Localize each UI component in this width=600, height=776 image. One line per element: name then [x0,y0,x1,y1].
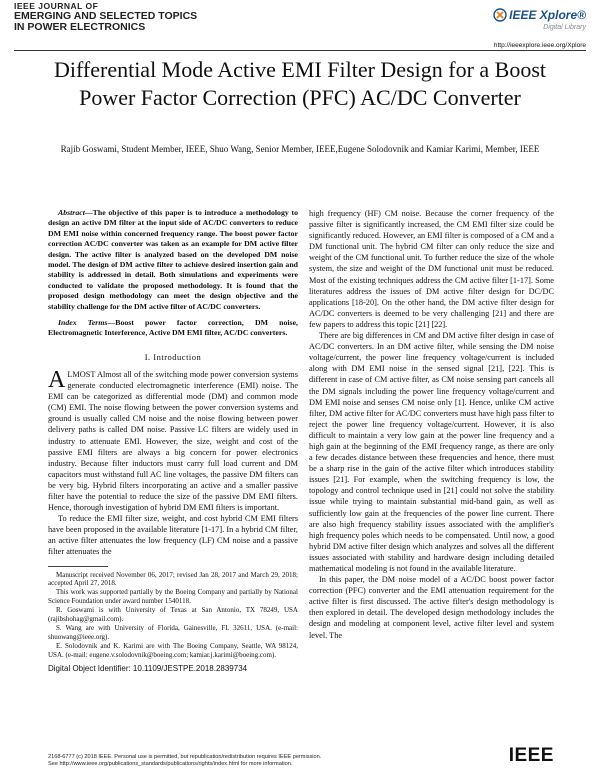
ieee-logo-text: IEEE [508,745,554,766]
ieee-logo [509,745,554,767]
right-column [309,208,554,641]
journal-name [14,2,197,33]
footnote-support: This work was supported partially by the Boeing Company and partially by National Science Foundation under award number 1540118. [48,588,298,606]
copyright-footer [48,754,468,768]
intro-paragraph-2: To reduce the EMI filter size, weight, and cost hybrid CM EMI filters have been proposed in the available literature [1-17]. In a hybrid CM filter, an active filter attenuates the low frequency (LF) CM noise and a passive filter attenuates the [48,514,298,557]
intro-paragraph-1 [48,366,298,513]
author-list [40,143,560,156]
doi[interactable]: Digital Object Identifier: 10.1109/JESTPE.2018.2839734 [48,663,248,673]
right-paragraph-2: There are big differences in CM and DM active filter design in case of AC/DC converters. In an DM active filter, while sensing the DM noise voltage/current, the power line frequency voltage/current is included along with DM EMI noise in the sensed signal [21], [22]. This is different in case of CM active filter, as CM noise sensing part cancels all the DM signals including the power line frequency voltage/current and DM EMI noise and senses CM noise only [1]. Hence, unlike CM active filter, DM active filter for AC/DC converters must have high pass filter to reject the power line frequency voltage/current. However, it is also difficult to maintain a very low gain at the power line frequency and a high gain at the beginning of the EMI frequency range, as there are only a few decades distance between these frequencies and hence, there must be a sharp rise in the gain of the active filter which introduces stability issues [21]. For example, when the switching frequency is low, the topology and control technique used in [21] could not solve the stability issue while trying to maintain substantial mid-band gain, as well as sufficiently low gain at the frequencies of the power line current. There are also high frequency stability issues associated with the amplifier's high frequency poles which needs to be compensated. Until now, a good hybrid DM active filter design which analyzes and solves all the different issues associated with stability and hardware design including detailed mathematical modeling is not found in the available literature. [309,331,554,573]
abstract-text: —The objective of this paper is to introduce a methodology to design an active DM filter at the input side of AC/DC converters to reduce DM EMI noise within concerned frequency range. The boost power factor correction AC/DC converter was taken as an example for DM active filter design. The active filter is analyzed based on the developed DM noise model. The design of DM active filter to achieve desired insertion gain and stability is addressed in detail. Both simulations and experiments were conducted to validate the proposed methodology. It is found that the proposed design methodology can meet the design objective and the stability challenge for the DM active filter of AC/DC converters. [48,208,298,311]
header-rule [14,50,586,51]
authors-text: Rajib Goswami, Student Member, IEEE, Shuo Wang, Senior Member, IEEE,Eugene Solodovnik and Kamiar Karimi, Member, IEEE [60,144,540,154]
footnote-received: Manuscript received November 06, 2017; revised Jan 28, 2017 and March 29, 2018; accepted April 27, 2018. [48,570,298,588]
xplore-sub: Digital Library [543,24,586,31]
index-terms-lead: Index Terms [58,318,108,328]
footnote-goswami: R. Goswami is with University of Texas at San Antonio, TX 78249, USA (rajibshohag@gmail.com). [48,606,298,624]
journal-line-3: IN POWER ELECTRONICS [14,20,146,33]
journal-line-2: EMERGING AND SELECTED TOPICS [14,9,198,22]
xplore-url[interactable]: http://ieeexplore.ieee.org/Xplore [493,42,586,49]
footnote-solodovnik: E. Solodovnik and K. Karimi are with The Boeing Company, Seattle, WA 98124, USA. (e-mail: eugene.v.solodovnik@boeing.com; kamiar.j.karimi@boeing.com). [48,641,298,659]
drop-cap: A [48,366,66,393]
section-heading-introduction: I. Introduction [144,351,202,362]
paper-title: Differential Mode Active EMI Filter Design for a Boost Power Factor Correction (PFC) AC/DC Converter [53,57,547,110]
ieee-xplore-logo[interactable] [493,6,586,31]
left-column [48,208,298,674]
journal-line-1: IEEE JOURNAL OF [14,1,99,11]
index-terms [48,318,298,339]
footnote-wang: S. Wang are with University of Florida, Gainesville, FL 32611, USA. (e-mail: shuowang@ieee.org). [48,624,298,641]
footer-line-2[interactable]: See http://www.ieee.org/publications_standards/publications/rights/index.html for more information. [48,761,293,767]
right-paragraph-3: In this paper, the DM noise model of a AC/DC boost power factor correction (PFC) converter and the EMI attenuation requirement for the active filter is first discussed. The active filter's design methodology is then explored in detail. The developed design methodology includes the design and modeling at component level, active filter level and system level. The [309,575,554,640]
abstract-lead: Abstract [58,208,85,217]
footnote-rule [48,566,108,567]
abstract [48,208,298,312]
index-terms-text: —Boost power factor correction, DM noise, Electromagnetic Interference, Active DM EMI filter, AC/DC converters. [48,318,299,338]
footer-line-1: 2168-6777 (c) 2018 IEEE. Personal use is permitted, but republication/redistribution requires IEEE permission. [48,754,322,760]
xplore-mark-icon [493,8,507,22]
right-paragraph-1: high frequency (HF) CM noise. Because the corner frequency of the passive filter is significantly increased, the CM EMI filter size could be significantly reduced. However, an EMI filter is composed of a CM and a DM functional unit. The hybrid CM filter can only reduce the size and weight of the CM functional unit. To further reduce the size of the whole system, the size and weight of the DM functional unit must be reduced. Most of the existing techniques address the CM active filter [1-17]. Some literatures address the issues of DM active filter design for DC/DC applications [18-20]. On the other hand, the DM active filter design for AC/DC converters is deemed to be very challenging [21] and there are few papers to address this topic [21] [22]. [309,209,554,329]
xplore-name: IEEE Xplore® [509,8,586,22]
intro-p1-text: LMOST Almost all of the switching mode power conversion systems generate conducted electromagnetic interference (EMI) noise. The EMI can be categorized as differential mode (DM) and common mode (CM) EMI. The noise flowing between the power conversion systems and ground is usually called CM noise and the noise flowing between power delivery paths is called DM noise. Passive LC filters are widely used in industry to attenuate EMI. However, the size, weight and cost of the passive EMI filters are always a big concern for power electronics industry. Because filter inductors must carry full load current and DM capacitors must withstand full AC line voltages, the passive DM filters can be very big. Hybrid filters incorporating an active and a smaller passive filter have the potential to reduce the size of the passive DM EMI filters. Hence, thorough investigation of hybrid DM EMI filters is important. [48,369,298,513]
